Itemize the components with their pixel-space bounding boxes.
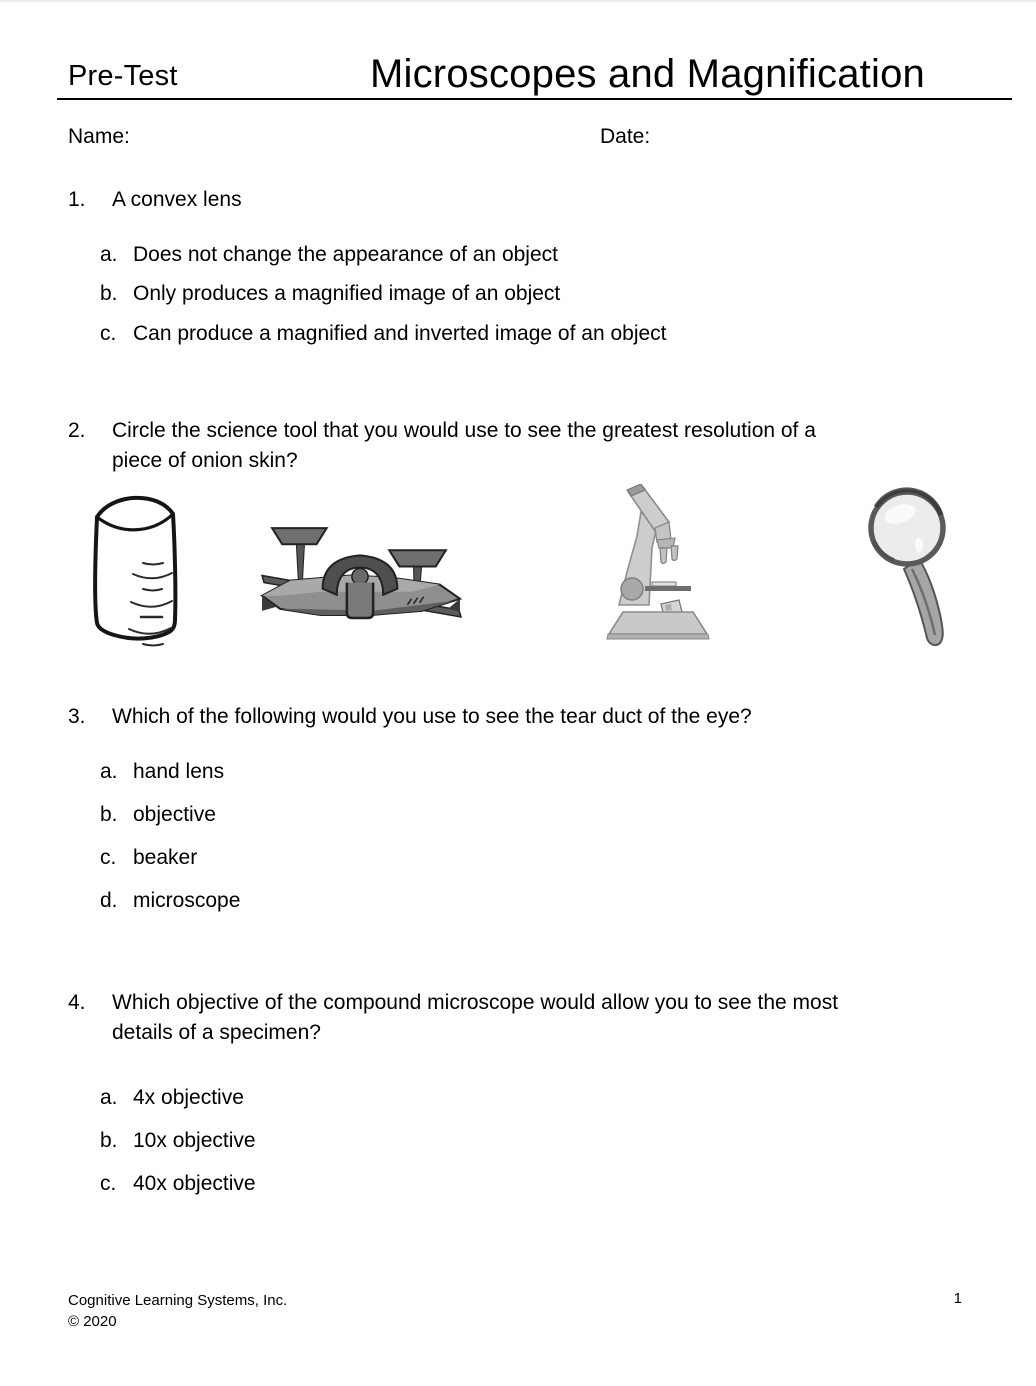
- question-3: [68, 702, 973, 922]
- question-number: 4.: [68, 991, 86, 1014]
- question-text-line: Which objective of the compound microscope would allow you to see the most: [112, 991, 839, 1014]
- option-text: Does not change the appearance of an object: [133, 243, 558, 266]
- question-text-line: Circle the science tool that you would use to see the greatest resolution of a: [112, 419, 816, 442]
- option-text: beaker: [133, 846, 198, 869]
- option-row: [68, 1085, 948, 1111]
- pretest-label: Pre-Test: [68, 60, 178, 92]
- option-letter: d.: [100, 889, 118, 912]
- beaker-icon: [84, 486, 184, 651]
- tool-hand-lens-image[interactable]: [862, 485, 959, 648]
- question-text-line: details of a specimen?: [112, 1021, 321, 1044]
- option-text: microscope: [133, 889, 241, 912]
- option-row: [68, 321, 948, 347]
- tool-beaker-image[interactable]: [84, 486, 184, 651]
- option-text: 4x objective: [133, 1086, 244, 1109]
- option-row: [68, 281, 948, 307]
- option-text: hand lens: [133, 760, 225, 783]
- hand-lens-icon: [862, 485, 959, 648]
- footer-organization: Cognitive Learning Systems, Inc.: [68, 1292, 288, 1309]
- option-row: [68, 1171, 948, 1197]
- option-letter: a.: [100, 243, 118, 266]
- pan-balance-icon: [260, 520, 462, 621]
- option-row: [68, 759, 948, 785]
- option-text: 40x objective: [133, 1172, 256, 1195]
- option-text: objective: [133, 803, 216, 826]
- microscope-icon: [605, 484, 713, 642]
- option-row: [68, 845, 948, 871]
- option-letter: c.: [100, 846, 117, 869]
- question-1: [68, 185, 973, 385]
- date-field-label: Date:: [600, 125, 651, 148]
- option-letter: b.: [100, 282, 118, 305]
- option-text: Only produces a magnified image of an object: [133, 282, 561, 305]
- name-field-label: Name:: [68, 125, 130, 148]
- question-number: 1.: [68, 188, 86, 211]
- question-4: [68, 988, 973, 1218]
- footer: [68, 1290, 287, 1332]
- option-letter: c.: [100, 322, 117, 345]
- question-number: 2.: [68, 419, 86, 442]
- option-row: [68, 1128, 948, 1154]
- question-number: 3.: [68, 705, 86, 728]
- option-letter: a.: [100, 760, 118, 783]
- header-rule: [57, 98, 1012, 100]
- footer-copyright: © 2020: [68, 1313, 117, 1330]
- question-2: [68, 416, 973, 486]
- option-row: [68, 802, 948, 828]
- tool-microscope-image[interactable]: [605, 484, 713, 642]
- option-letter: a.: [100, 1086, 118, 1109]
- option-letter: b.: [100, 1129, 118, 1152]
- option-row: [68, 242, 948, 268]
- option-letter: c.: [100, 1172, 117, 1195]
- page-title: Microscopes and Magnification: [370, 52, 925, 96]
- tool-pan-balance-image[interactable]: [260, 520, 462, 621]
- page-number: 1: [953, 1290, 962, 1307]
- question-text: Which of the following would you use to see the tear duct of the eye?: [112, 705, 752, 728]
- option-letter: b.: [100, 803, 118, 826]
- question-text: A convex lens: [112, 188, 242, 211]
- option-text: 10x objective: [133, 1129, 256, 1152]
- option-row: [68, 888, 948, 914]
- question-text-line: piece of onion skin?: [112, 449, 298, 472]
- option-text: Can produce a magnified and inverted image of an object: [133, 322, 667, 345]
